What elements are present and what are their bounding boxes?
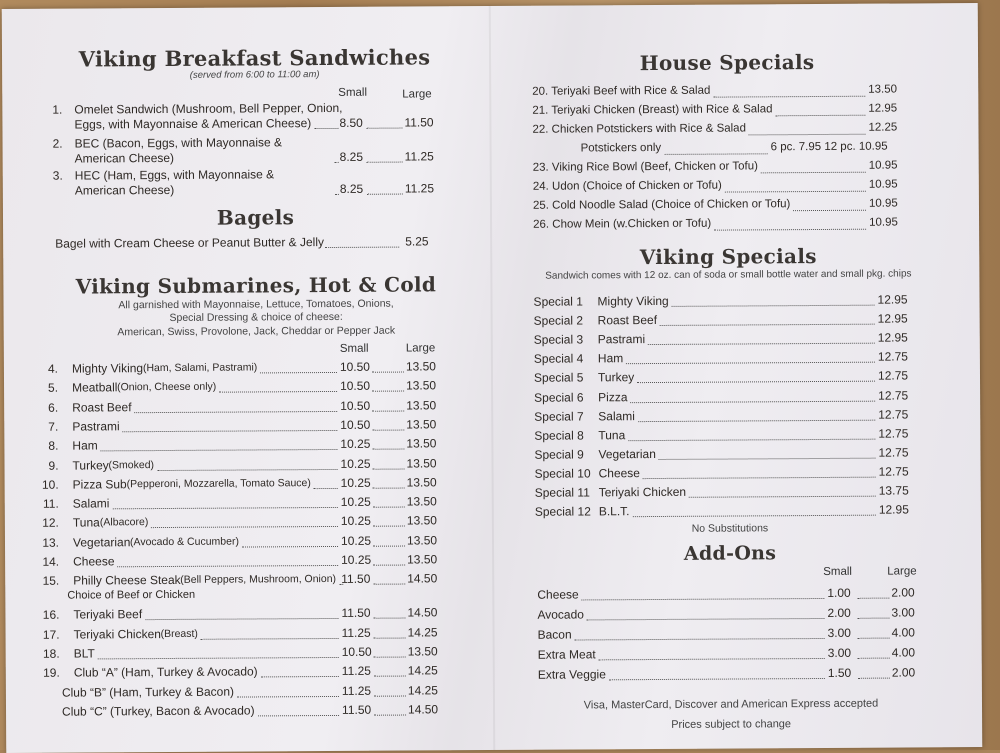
paper-fold — [489, 6, 496, 750]
dot-leader — [158, 468, 338, 470]
dot-leader — [201, 638, 339, 640]
sub-item-number: 19. — [34, 666, 60, 680]
sub-item-extra: Choice of Beef or Chicken — [67, 589, 195, 602]
house-item-price: 10.95 — [869, 198, 898, 210]
house-title: House Specials — [512, 49, 942, 76]
breakfast-item-line: American Cheese) — [75, 183, 174, 198]
dot-leader — [373, 487, 405, 488]
dot-leader — [626, 362, 875, 365]
breakfast-item-line: Eggs, with Mayonnaise & American Cheese) — [74, 116, 311, 131]
breakfast-item-large-price: 11.25 — [405, 181, 434, 195]
sub-item-small-price: 10.50 — [340, 360, 370, 374]
bagel-item-name: Bagel with Cream Cheese or Peanut Butter & Jelly — [55, 235, 324, 251]
sub-item-name: Cheese — [73, 554, 114, 568]
dot-leader — [749, 134, 866, 136]
sub-item-number: 4. — [32, 362, 58, 376]
addon-item — [516, 625, 946, 648]
dot-leader — [643, 477, 876, 479]
dot-leader — [366, 128, 402, 129]
sub-item-large-price: 14.25 — [408, 664, 438, 678]
special-item-price: 12.95 — [877, 292, 907, 306]
house-item-name: 26. Chow Mein (w.Chicken or Tofu) — [533, 218, 711, 231]
addon-item-large-price: 2.00 — [891, 585, 914, 599]
sub-item-name: Philly Cheese Steak — [73, 573, 180, 588]
dot-leader — [637, 381, 875, 383]
sub-item-name: Turkey — [72, 458, 108, 472]
dot-leader — [665, 153, 768, 155]
dot-leader — [372, 372, 404, 373]
addon-item-large-price: 2.00 — [892, 665, 915, 679]
breakfast-item-small-price: 8.50 — [339, 116, 362, 130]
special-item-name: Tuna — [598, 428, 625, 442]
breakfast-item-line: BEC (Bacon, Eggs, with Mayonnaise & — [75, 135, 283, 150]
special-item-name: Teriyaki Chicken — [599, 485, 686, 500]
breakfast-item-number: 1. — [52, 103, 62, 117]
subs-note-1: All garnished with Mayonnaise, Lettuce, Tomatoes, Onions, — [34, 297, 479, 312]
dot-leader — [314, 128, 338, 129]
sub-item-name: Teriyaki Beef — [73, 607, 142, 621]
sub-item-number: 12. — [33, 516, 59, 530]
special-item-label: Special 9 — [534, 447, 583, 461]
addon-item-small-price: 1.50 — [828, 666, 851, 680]
dot-leader — [713, 96, 865, 98]
addon-item — [515, 585, 945, 608]
sub-item-large-price: 13.50 — [407, 494, 437, 508]
breakfast-item-large-price: 11.25 — [405, 149, 434, 163]
sub-item-large-price: 13.50 — [406, 359, 436, 373]
breakfast-subtitle: (served from 6:00 to 11:00 am) — [32, 68, 477, 82]
dot-leader — [581, 598, 824, 600]
dot-leader — [134, 411, 337, 413]
house-item — [513, 216, 943, 239]
subs-note-3: American, Swiss, Provolone, Jack, Cheddar or Pepper Jack — [34, 324, 479, 339]
dot-leader — [858, 678, 890, 679]
house-item-price: 12.95 — [868, 103, 897, 115]
sub-item-number: 5. — [32, 381, 58, 395]
sub-item-name: Ham — [72, 439, 97, 453]
sub-item-small-price: 10.25 — [341, 495, 371, 509]
breakfast-item-number: 2. — [53, 137, 63, 151]
special-item-label: Special 1 — [533, 294, 582, 308]
dot-leader — [374, 715, 406, 716]
sub-item-number: 9. — [32, 458, 58, 472]
viking-specials-note: Sandwich comes with 12 oz. can of soda or small bottle water and small pkg. chips — [513, 268, 943, 282]
special-item-price: 12.95 — [878, 331, 908, 345]
sub-item-large-price: 14.25 — [408, 683, 438, 697]
sub-item-small-price: 11.25 — [342, 664, 371, 678]
sub-item-small-price: 10.50 — [340, 379, 370, 393]
sub-item-small-price: 11.50 — [341, 606, 370, 620]
breakfast-item-number: 3. — [53, 169, 63, 183]
dot-leader — [858, 638, 890, 639]
dot-leader — [100, 449, 337, 451]
house-item-price: 13.50 — [868, 84, 897, 96]
payment-note: Visa, MasterCard, Discover and American Express accepted — [516, 697, 946, 712]
sub-item-name: Club “C” (Turkey, Bacon & Avocado) — [62, 704, 255, 719]
special-item-label: Special 11 — [535, 485, 590, 499]
dot-leader — [335, 194, 339, 195]
house-item-price: 12.25 — [868, 122, 897, 134]
house-item-name: 21. Teriyaki Chicken (Breast) with Rice & Salad — [532, 103, 772, 116]
addon-item-large-price: 4.00 — [892, 645, 915, 659]
dot-leader — [373, 565, 405, 566]
dot-leader — [714, 229, 866, 231]
special-item-label: Special 10 — [535, 466, 591, 480]
sub-item-large-price: 13.50 — [407, 514, 437, 528]
viking-specials-title: Viking Specials — [513, 243, 943, 270]
dot-leader — [122, 430, 337, 432]
dot-leader — [599, 658, 825, 660]
dot-leader — [775, 115, 865, 117]
special-item-name: Mighty Viking — [597, 294, 668, 308]
sub-item-small-price: 11.50 — [341, 572, 370, 586]
dot-leader — [367, 162, 403, 163]
sub-item-small-price: 10.50 — [340, 398, 370, 412]
dot-leader — [373, 526, 405, 527]
addons-large-header: Large — [887, 565, 916, 577]
dot-leader — [325, 247, 399, 248]
dot-leader — [373, 618, 405, 619]
dot-leader — [630, 400, 875, 402]
dot-leader — [98, 657, 339, 659]
dot-leader — [374, 676, 406, 677]
sub-item-detail: (Smoked) — [108, 459, 154, 471]
sub-item-small-price: 10.25 — [341, 533, 371, 547]
addon-item-name: Cheese — [537, 587, 578, 601]
addons-title: Add-Ons — [515, 541, 945, 566]
sub-item-name: Pizza Sub — [73, 477, 127, 491]
sub-item-number: 11. — [33, 497, 59, 511]
sub-item-number: 18. — [34, 647, 60, 661]
sub-item-small-price: 11.25 — [342, 683, 371, 697]
special-item-name: Turkey — [598, 371, 634, 385]
house-item-name: 23. Viking Rice Bowl (Beef, Chicken or Tofu) — [533, 160, 758, 173]
sub-item-large-price: 13.50 — [406, 456, 436, 470]
dot-leader — [258, 715, 339, 716]
sub-item-large-price: 14.50 — [408, 703, 438, 717]
special-item-name: Cheese — [599, 466, 640, 480]
special-item-label: Special 2 — [534, 314, 583, 328]
sub-item-detail: (Avocado & Cucumber) — [130, 535, 239, 548]
sub-item-name: Vegetarian — [73, 535, 130, 549]
prices-note: Prices subject to change — [516, 717, 946, 732]
sub-item-name: Tuna — [73, 516, 100, 530]
addon-item — [515, 605, 945, 628]
sub-item-number: 7. — [32, 420, 58, 434]
dot-leader — [113, 507, 338, 509]
bagel-item-price: 5.25 — [405, 234, 428, 248]
dot-leader — [628, 438, 875, 441]
addon-item-small-price: 2.00 — [827, 606, 850, 620]
dot-leader — [372, 449, 404, 450]
special-item-label: Special 12 — [535, 504, 591, 518]
addon-item-large-price: 3.00 — [891, 605, 914, 619]
dot-leader — [314, 488, 338, 489]
dot-leader — [672, 305, 875, 307]
subs-title: Viking Submarines, Hot & Cold — [33, 272, 478, 299]
sub-item-large-price: 14.50 — [407, 572, 437, 586]
sub-item-small-price: 10.25 — [341, 553, 371, 567]
sub-item-detail: (Pepperoni, Mozzarella, Tomato Sauce) — [127, 477, 311, 490]
special-item-name: B.L.T. — [599, 504, 630, 518]
dot-leader — [638, 419, 875, 421]
dot-leader — [242, 546, 338, 548]
sub-item-small-price: 10.25 — [340, 437, 370, 451]
breakfast-item-small-price: 8.25 — [340, 182, 363, 196]
sub-item-small-price: 10.50 — [342, 645, 372, 659]
sub-item-detail: (Bell Peppers, Mushroom, Onion) — [180, 573, 336, 586]
special-item-name: Salami — [598, 409, 635, 423]
dot-leader — [260, 372, 337, 373]
sub-item-number: 14. — [33, 555, 59, 569]
special-item-label: Special 5 — [534, 371, 583, 385]
sub-item-detail: (Onion, Cheese only) — [117, 381, 216, 394]
addon-item-small-price: 3.00 — [828, 626, 851, 640]
house-item-price: 6 pc. 7.95 12 pc. 10.95 — [771, 141, 888, 154]
special-item-label: Special 8 — [534, 428, 583, 442]
no-substitutions-note: No Substitutions — [515, 521, 945, 536]
sub-item-small-price: 10.25 — [341, 514, 371, 528]
sub-item-large-price: 13.50 — [406, 379, 436, 393]
dot-leader — [145, 618, 338, 620]
special-item-label: Special 3 — [534, 333, 583, 347]
special-item-name: Pizza — [598, 390, 627, 404]
sub-item-name: Roast Beef — [72, 400, 131, 414]
sub-item-number: 8. — [32, 439, 58, 453]
sub-item-number: 6. — [32, 400, 58, 414]
sub-item-name: Mighty Viking — [72, 361, 143, 375]
special-item-price: 12.75 — [878, 388, 908, 402]
dot-leader — [857, 618, 889, 619]
sub-item-name: Meatball — [72, 381, 117, 395]
breakfast-item-line: HEC (Ham, Eggs, with Mayonnaise & — [75, 167, 274, 182]
dot-leader — [648, 343, 875, 345]
breakfast-item-line: American Cheese) — [75, 151, 174, 166]
dot-leader — [373, 584, 405, 585]
dot-leader — [609, 678, 825, 680]
bagels-title: Bagels — [33, 204, 478, 231]
sub-item-large-price: 13.50 — [406, 398, 436, 412]
sub-item-large-price: 14.50 — [407, 606, 437, 620]
subs-large-header: Large — [406, 342, 435, 354]
dot-leader — [373, 468, 405, 469]
special-item-price: 12.75 — [878, 445, 908, 459]
special-item-name: Roast Beef — [598, 313, 657, 327]
sub-item — [36, 702, 481, 725]
dot-leader — [689, 496, 876, 498]
dot-leader — [335, 162, 339, 163]
sub-item-large-price: 14.25 — [408, 625, 438, 639]
breakfast-large-header: Large — [402, 88, 431, 100]
dot-leader — [373, 507, 405, 508]
dot-leader — [374, 695, 406, 696]
sub-item-name: Salami — [73, 496, 110, 510]
breakfast-title: Viking Breakfast Sandwiches — [32, 44, 477, 72]
sub-item-large-price: 13.50 — [407, 475, 437, 489]
addon-item-small-price: 1.00 — [827, 586, 850, 600]
dot-leader — [658, 457, 875, 459]
sub-item-small-price: 10.25 — [340, 456, 370, 470]
subs-small-header: Small — [340, 343, 369, 355]
dot-leader — [372, 429, 404, 430]
dot-leader — [575, 638, 825, 641]
addon-item-name: Avocado — [537, 607, 584, 621]
house-item-price: 10.95 — [869, 160, 898, 172]
special-item-label: Special 4 — [534, 352, 583, 366]
house-item-name: 24. Udon (Choice of Chicken or Tofu) — [533, 180, 722, 193]
house-item-price: 10.95 — [869, 179, 898, 191]
bagel-item — [33, 234, 478, 257]
breakfast-item-large-price: 11.50 — [404, 115, 433, 129]
dot-leader — [858, 658, 890, 659]
special-item-label: Special 7 — [534, 409, 583, 423]
special-item-price: 12.75 — [878, 426, 908, 440]
menu-sheet — [2, 3, 983, 753]
sub-item-large-price: 13.50 — [407, 552, 437, 566]
sub-item-small-price: 11.25 — [342, 625, 371, 639]
sub-item-small-price: 10.25 — [341, 476, 371, 490]
sub-item-large-price: 13.50 — [406, 417, 436, 431]
special-item-price: 12.75 — [878, 407, 908, 421]
house-item-name: 20. Teriyaki Beef with Rice & Salad — [532, 85, 710, 98]
sub-item-detail: (Breast) — [161, 627, 198, 639]
sub-item-detail: (Albacore) — [100, 516, 149, 528]
house-item-price: 10.95 — [869, 217, 898, 229]
dot-leader — [372, 391, 404, 392]
addon-item — [516, 645, 946, 668]
sub-item-large-price: 13.50 — [408, 644, 438, 658]
special-item-price: 12.95 — [878, 312, 908, 326]
special-item-name: Vegetarian — [598, 447, 655, 461]
dot-leader — [261, 676, 339, 677]
special-item-price: 12.75 — [878, 350, 908, 364]
dot-leader — [793, 210, 866, 211]
sub-item-name: Club “A” (Ham, Turkey & Avocado) — [74, 665, 258, 680]
addon-item-small-price: 3.00 — [828, 646, 851, 660]
sub-item-name: Club “B” (Ham, Turkey & Bacon) — [62, 684, 234, 699]
special-item-price: 13.75 — [879, 483, 909, 497]
house-item-name: Potstickers only — [581, 142, 662, 154]
addon-item-name: Extra Meat — [538, 647, 596, 661]
addon-item-name: Extra Veggie — [538, 667, 606, 681]
special-item-name: Pastrami — [598, 332, 645, 346]
dot-leader — [660, 324, 875, 326]
dot-leader — [374, 656, 406, 657]
dot-leader — [373, 545, 405, 546]
special-item-price: 12.95 — [879, 503, 909, 517]
special-item-label: Special 6 — [534, 390, 583, 404]
dot-leader — [367, 194, 403, 195]
addon-item-name: Bacon — [538, 628, 572, 642]
dot-leader — [725, 191, 866, 193]
sub-item-detail: (Ham, Salami, Pastrami) — [143, 361, 257, 374]
house-item-name: 25. Cold Noodle Salad (Choice of Chicken or Tofu) — [533, 198, 790, 212]
sub-item-number: 17. — [34, 627, 60, 641]
dot-leader — [237, 696, 339, 698]
subs-note-2: Special Dressing & choice of cheese: — [34, 310, 479, 325]
sub-item-number: 15. — [33, 574, 59, 588]
sub-item-large-price: 13.50 — [407, 533, 437, 547]
addons-small-header: Small — [823, 566, 852, 578]
sub-item-name: Pastrami — [72, 419, 119, 433]
breakfast-small-header: Small — [338, 87, 367, 99]
house-item-name: 22. Chicken Potstickers with Rice & Salad — [532, 122, 746, 135]
sub-item-name: Teriyaki Chicken — [74, 627, 161, 642]
dot-leader — [219, 391, 337, 393]
dot-leader — [374, 637, 406, 638]
sub-item-number: 13. — [33, 535, 59, 549]
dot-leader — [857, 598, 889, 599]
breakfast-item-line: Omelet Sandwich (Mushroom, Bell Pepper, Onion, — [74, 101, 342, 117]
sub-item-number: 10. — [33, 477, 59, 491]
addon-item — [516, 665, 946, 688]
dot-leader — [633, 515, 876, 517]
sub-item-small-price: 10.50 — [340, 418, 370, 432]
dot-leader — [761, 172, 866, 174]
special-item-price: 12.75 — [878, 369, 908, 383]
sub-item-large-price: 13.50 — [406, 437, 436, 451]
special-item-price: 12.75 — [879, 464, 909, 478]
dot-leader — [117, 565, 338, 567]
addon-item-large-price: 4.00 — [892, 625, 915, 639]
sub-item-number: 16. — [33, 608, 59, 622]
dot-leader — [372, 410, 404, 411]
dot-leader — [151, 526, 338, 528]
dot-leader — [586, 618, 824, 620]
special-item-name: Ham — [598, 351, 623, 365]
breakfast-item-small-price: 8.25 — [340, 150, 363, 164]
sub-item-small-price: 11.50 — [342, 703, 371, 717]
sub-item-name: BLT — [74, 646, 95, 660]
